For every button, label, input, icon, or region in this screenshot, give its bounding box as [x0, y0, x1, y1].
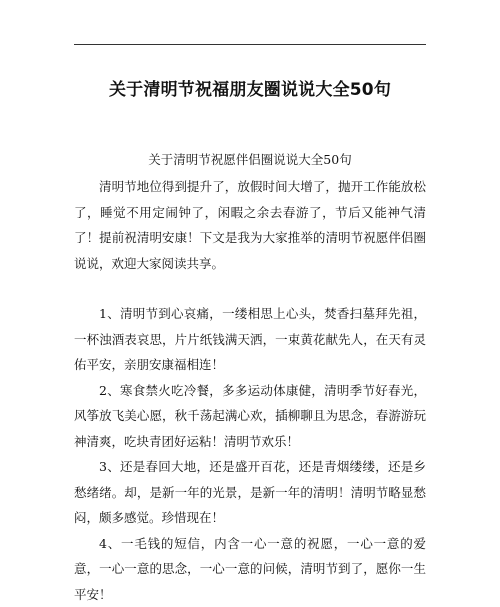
document-subtitle: 关于清明节祝愿伴侣圈说说大全50句 — [60, 150, 440, 168]
list-item: 3、还是春回大地，还是盛开百花，还是青烟缕缕，还是乡愁绪绪。却，是新一年的光景，是新一年的清明！清明节略显愁闷，颇多感觉。珍惜现在！ — [74, 454, 426, 531]
header-divider — [74, 44, 426, 45]
intro-paragraph: 清明节地位得到提升了，放假时间大增了，抛开工作能放松了，睡觉不用定闹钟了，闲暇之余去春游了，节后又能神气清了！提前祝清明安康！下文是我为大家推举的清明节祝愿伴侣圈说说，欢迎大家阅读共享。 — [74, 174, 426, 276]
list-item: 4、一毛钱的短信，内含一心一意的祝愿，一心一意的爱意，一心一意的思念，一心一意的问候，清明节到了，愿你一生平安！ — [74, 531, 426, 607]
paragraph-gap — [74, 276, 426, 301]
list-item: 2、寒食禁火吃冷餐，多多运动体康健，清明季节好春光，风筝放飞美心愿，秋千荡起满心欢，插柳聊且为思念，春游游玩神清爽，吃块青团好运粘！清明节欢乐！ — [74, 378, 426, 455]
document-body — [74, 174, 426, 607]
document-title: 关于清明节祝福朋友圈说说大全50句 — [60, 75, 440, 100]
list-item: 1、清明节到心哀痛，一缕相思上心头，焚香扫墓拜先祖，一杯浊酒表哀思，片片纸钱满天洒，一束黄花献先人，在天有灵佑平安，亲朋安康福相连！ — [74, 301, 426, 378]
